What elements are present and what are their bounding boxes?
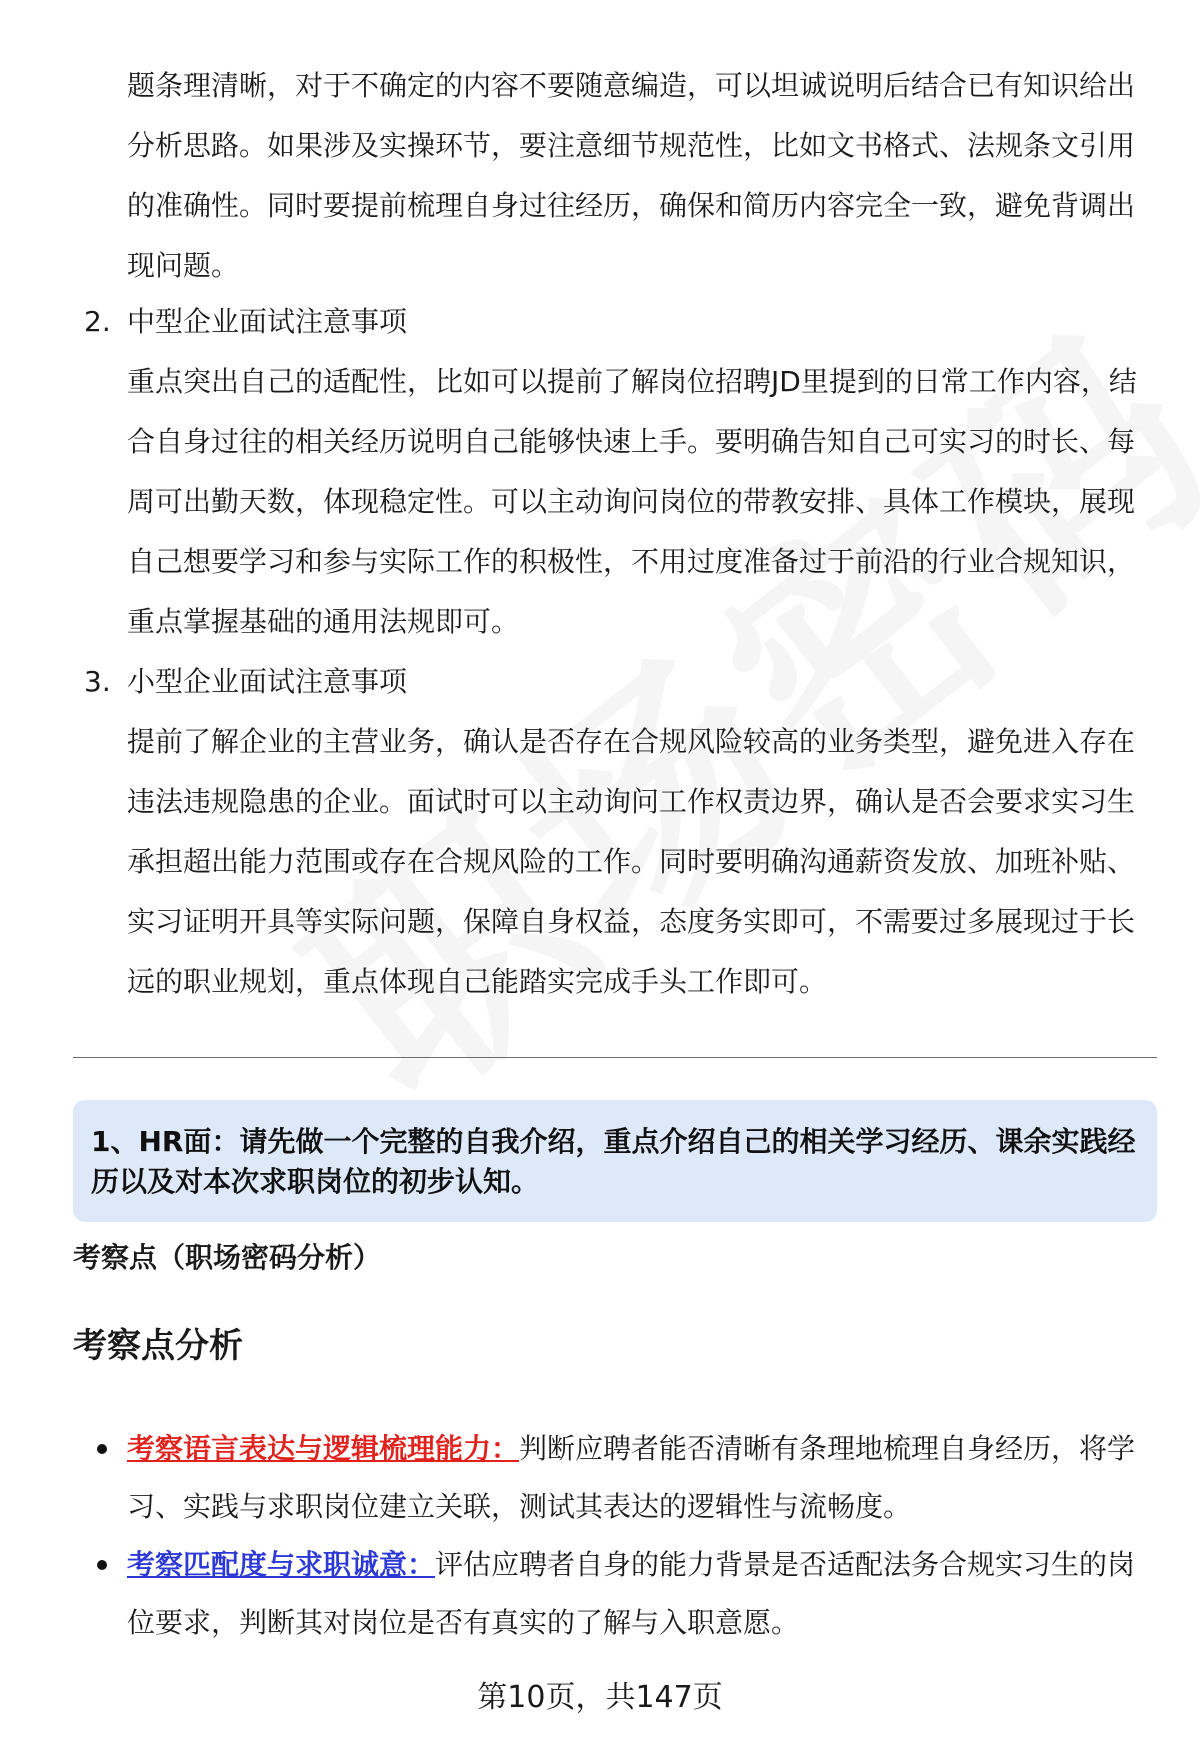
list-item-number: 3.	[84, 665, 111, 698]
bullet-item	[127, 1420, 1147, 1536]
bullet-lead: 考察语言表达与逻辑梳理能力：	[127, 1432, 520, 1465]
question-box	[73, 1100, 1157, 1222]
bullet-body: 评估应聘者自身的能力背景是否适配法务合规实习生的岗位要求，判断其对岗位是否有真实的了解与入职意愿。	[127, 1548, 1136, 1639]
question-text: 1、HR面：请先做一个完整的自我介绍，重点介绍自己的相关学习经历、课余实践经历以及对本次求职岗位的初步认知。	[91, 1125, 1136, 1198]
intro-paragraph: 题条理清晰，对于不确定的内容不要随意编造，可以坦诚说明后结合已有知识给出分析思路。如果涉及实操环节，要注意细节规范性，比如文书格式、法规条文引用的准确性。同时要提前梳理自身过往经历，确保和简历内容完全一致，避免背调出现问题。	[127, 69, 1136, 282]
kaocha-label: 考察点（职场密码分析）	[73, 1241, 382, 1274]
list-item-title: 中型企业面试注意事项	[127, 305, 408, 338]
list-item-body: 提前了解企业的主营业务，确认是否存在合规风险较高的业务类型，避免进入存在违法违规隐患的企业。面试时可以主动询问工作权责边界，确认是否会要求实习生承担超出能力范围或存在合规风险的工作。同时要明确沟通薪资发放、加班补贴、实习证明开具等实际问题，保障自身权益，态度务实即可，不需要过多展现过于长远的职业规划，重点体现自己能踏实完成手头工作即可。	[127, 725, 1136, 998]
list-item-title: 小型企业面试注意事项	[127, 665, 408, 698]
bullet-lead: 考察匹配度与求职诚意：	[127, 1548, 436, 1581]
page-footer: 第10页，共147页	[477, 1680, 723, 1715]
list-item-number: 2.	[84, 305, 111, 338]
bullet-item	[127, 1536, 1147, 1652]
bullet-body: 判断应聘者能否清晰有条理地梳理自身经历，将学习、实践与求职岗位建立关联，测试其表达的逻辑性与流畅度。	[127, 1432, 1136, 1523]
list-item-body: 重点突出自己的适配性，比如可以提前了解岗位招聘JD里提到的日常工作内容，结合自身过往的相关经历说明自己能够快速上手。要明确告知自己可实习的时长、每周可出勤天数，体现稳定性。可以主动询问岗位的带教安排、具体工作模块，展现自己想要学习和参与实际工作的积极性，不用过度准备过于前沿的行业合规知识，重点掌握基础的通用法规即可。	[127, 365, 1137, 638]
analysis-heading: 考察点分析	[73, 1326, 243, 1366]
bullet-dot-icon	[97, 1444, 107, 1454]
bullet-dot-icon	[97, 1560, 107, 1570]
section-divider	[73, 1057, 1157, 1058]
